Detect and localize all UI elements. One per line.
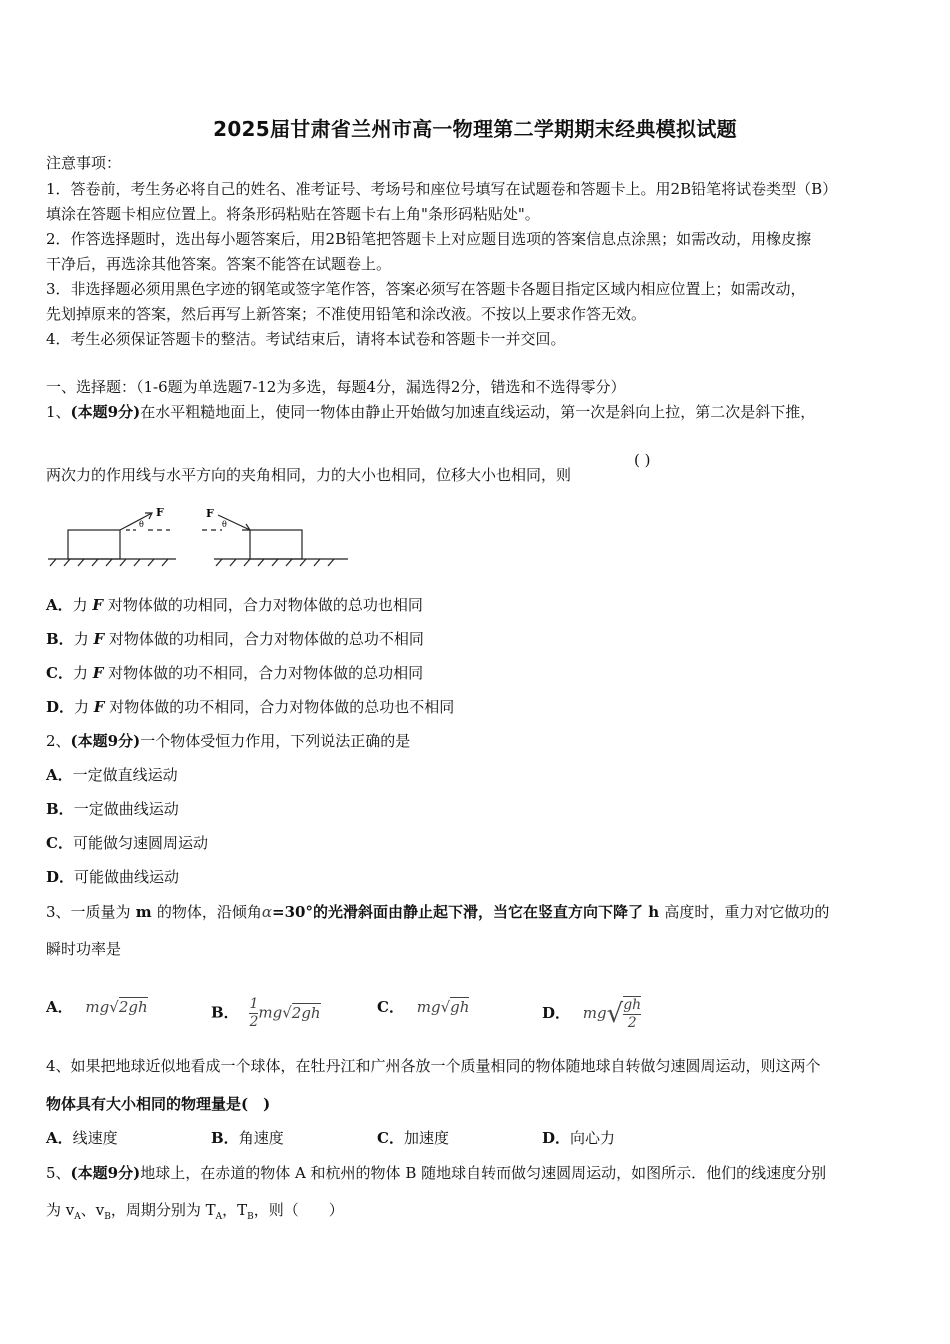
question-1 — [46, 401, 815, 422]
question-text: 在水平粗糙地面上，使同一物体由静止开始做匀加速直线运动，第一次是斜向上拉，第二次是斜下推， — [140, 403, 816, 421]
option-b: B．角速度 — [211, 1129, 284, 1147]
question-1-line-2: 两次力的作用线与水平方向的夹角相同，力的大小也相同，位移大小也相同，则 — [46, 466, 572, 484]
notice-line: 4．考生必须保证答题卡的整洁。考试结束后，请将本试卷和答题卡一并交回。 — [46, 330, 566, 348]
notice-line: 填涂在答题卡相应位置上。将条形码粘贴在答题卡右上角"条形码粘贴处"。 — [46, 205, 540, 223]
question-4: 4、如果把地球近似地看成一个球体，在牡丹江和广州各放一个质量相同的物体随地球自转做匀速圆周运动，则这两个 — [46, 1057, 821, 1075]
option-b: B．力 F 对物体做的功相同，合力对物体做的总功不相同 — [46, 630, 424, 648]
option-b: B． $\frac{1}{2}$ mg√2gh — [211, 996, 321, 1030]
question-2: 2、(本题9分)一个物体受恒力作用，下列说法正确的是 — [46, 732, 411, 750]
option-a: A．力 F 对物体做的功相同，合力对物体做的总功也相同 — [46, 596, 423, 614]
option-c: C．力 F 对物体做的功不相同，合力对物体做的总功相同 — [46, 664, 424, 682]
notice-line: 干净后，再选涂其他答案。答案不能答在试题卷上。 — [46, 255, 392, 273]
option-d: D．向心力 — [542, 1129, 616, 1147]
force-label: F — [206, 507, 214, 520]
option-a: A． mg√2gh — [46, 998, 148, 1016]
option-d: D．力 F 对物体做的功不相同，合力对物体做的总功也不相同 — [46, 698, 455, 716]
question-5: 5、(本题9分)地球上，在赤道的物体 A 和杭州的物体 B 随地球自转而做匀速圆周运动，如图所示．他们的线速度分别 — [46, 1164, 827, 1182]
question-3: 3、一质量为 m 的物体，沿倾角α=30°的光滑斜面由静止起下滑，当它在竖直方向下降了 h 高度时，重力对它做功的 — [46, 903, 830, 921]
option-d: D． mg√ $\frac{gh}{2}$ — [542, 997, 642, 1031]
force-diagram — [46, 505, 356, 570]
section-heading: 一、选择题：（1-6题为单选题7-12为多选，每题4分，漏选得2分，错选和不选得零分） — [46, 378, 626, 396]
answer-parenthesis: ( ) — [634, 451, 651, 469]
option-c: C． mg√gh — [377, 998, 470, 1016]
option-a: A．一定做直线运动 — [46, 766, 178, 784]
page-title: 2025届甘肃省兰州市高一物理第二学期期末经典模拟试题 — [213, 117, 737, 141]
notice-line: 1．答卷前，考生务必将自己的姓名、准考证号、考场号和座位号填写在试题卷和答题卡上。用2B铅笔将试卷类型（B） — [46, 180, 838, 198]
notice-heading: 注意事项： — [46, 154, 122, 172]
question-tag: (本题9分) — [70, 403, 141, 421]
question-4-line-2: 物体具有大小相同的物理量是( ) — [46, 1095, 271, 1113]
option-c: C．可能做匀速圆周运动 — [46, 834, 208, 852]
option-d: D．可能做曲线运动 — [46, 868, 180, 886]
notice-line: 2．作答选择题时，选出每小题答案后，用2B铅笔把答题卡上对应题目选项的答案信息点涂黑；如需改动，用橡皮擦 — [46, 230, 812, 248]
angle-label: θ — [222, 520, 227, 529]
notice-line: 3．非选择题必须用黑色字迹的钢笔或签字笔作答，答案必须写在答题卡各题目指定区域内相应位置上；如需改动， — [46, 280, 806, 298]
option-c: C．加速度 — [377, 1129, 449, 1147]
question-5-line-2: 为 $v_A$、$v_B$，周期分别为 $T_A$，$T_B$，则（ ） — [46, 1201, 344, 1222]
angle-label: θ — [139, 520, 144, 529]
question-3-line-2: 瞬时功率是 — [46, 940, 122, 958]
force-label: F — [156, 506, 164, 519]
question-number: 1、 — [46, 403, 71, 421]
option-a: A．线速度 — [46, 1129, 118, 1147]
notice-line: 先划掉原来的答案，然后再写上新答案；不准使用铅笔和涂改液。不按以上要求作答无效。 — [46, 305, 647, 323]
option-b: B．一定做曲线运动 — [46, 800, 179, 818]
